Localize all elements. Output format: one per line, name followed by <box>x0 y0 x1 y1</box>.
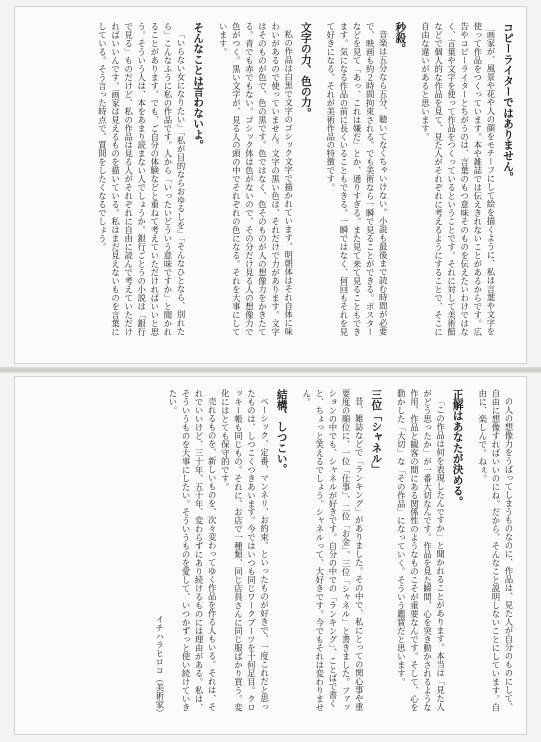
section <box>418 22 514 342</box>
paragraph: 昔、雑誌などで「ランキング」がありました。その中で、私にとっての関心事や重要度の順位に、一位「仕事」、二位「お金」、三位「シャネル」と書きました。ファッションの中でも、シャネルが好きです。自分の中での「ランキング」、ことばで書くと、ちょっと笑えるでしょう。シャネルって、大好きです。今でもそれは変わりません。 <box>301 389 365 712</box>
bottom-text-flow <box>153 389 515 717</box>
section <box>95 22 204 342</box>
page-bottom <box>14 376 527 735</box>
paragraph: 「いらない女になりたい」「私が目的ならおゆるしを」「そんなひとなら、別れたら」こんなふうに私の作品です。人から「いったいどういう意味ですか」と聞かれることがあります。でも、ご自分の体験などと重ねて考えていただければいいと思う。そういう人は、本をあまり読まない人でしょうか。銀行ごとうの小説は「銀行で見る」ものだけど、私の作品は見る人がそれぞれに自由に読んで考えていただければいいんです。画家は見えるものを描いている。私はまだ見えないものを言葉にしている。そう言った時点で、質問をしたくなるでしょう。 <box>97 22 187 337</box>
section-gap <box>382 389 394 717</box>
page-top <box>14 6 527 364</box>
section-gap <box>464 389 476 717</box>
section-heading: 結構、しつこい。 <box>275 389 288 475</box>
section-heading: 正解はあなたが決める。 <box>451 389 464 507</box>
section <box>324 22 407 342</box>
section-heading: 秒殺。 <box>394 22 407 55</box>
section-gap <box>204 22 216 342</box>
paragraph: 私の作品は白黒で文字のゴシック文字で描かれています。明朝体はそれ自体に味わいがあるので使っていません。文字の黒い色は、それだけで力があります。文字はそのものが色で、色の黒です。色ではなく、色そのものが人の想像力をかきたてる。青でも赤でもない。ゴシック体は色がないので、その分だけ見る人の想像力で色がつく。黒い文字が、見る人の頭の中でそれぞれの色になる。それを大事にしています。 <box>218 22 294 337</box>
paragraph: の人の想像力をうばってしまうものなのに、作品は、見た人が自分のものにして、自由に想像すればいいのにね。だから、そんなこと説明しないことにしています。自由に、楽しんで。ねぇ。 <box>477 389 514 712</box>
page-fold <box>0 367 541 373</box>
paragraph: 音楽は五分なら五分、聴いてなくちゃいけない。小説も最後まで読む時間が必要で、映画も約２時間拘束される。でも美術なら一瞬で見ることができる。ポスターなどを見て「あっ、これは嫌だ」とか、通りすぎる。また見て来て見ることもできます。気になる作品の前に長くいることもできる。一瞬ではなく、何回もそれを見て好きになる。それが美術作品の特徴です。 <box>325 22 389 337</box>
paragraph: 「この作品は何を表現したんですか」と聞かれることがあります。本当は「見た人がどう思ったか」が一番大切なんです。作品を見た瞬間、心を突き動かされるような作用、作品と観客の間にある関係性のようなものこそが重要なんです。そして、心を動かした「大切」な「その作品」になっていく。そういう鑑賞だと思います。 <box>396 389 446 712</box>
paragraph: 画家が、風景や花や人の顔をモチーフにして絵を描くように、私は言葉や文字を使って作品をつくっています。本や雑誌では伝えきれないことがあるからです。広告やコピーライターとちがうのは、言葉のもつ意味そのものを伝えたいわけではなく、言葉や文字を使って作品をつくっているということです。それに対して美術館などで個人的な作品を見て、見た人がそれぞれに考えるようにすることで、そこに自由な違いがあると思います。 <box>420 22 496 337</box>
section-heading: そんなことは言わないよ。 <box>192 22 205 151</box>
paragraph: ベーシック、定番、マンネリ、お約束。といったものが好きで、一度これだと思ったものは、しつこくつきあいます。今ではいつも同じワークブーツを十何足目。クロッキー帳も同じもの。それに、お店で一種類、同じ店員さんに同じ服ばかり買う。変化にはとても保守的です。 <box>220 389 270 712</box>
section-heading: コピーライターではありません。 <box>502 22 514 183</box>
section <box>394 389 463 717</box>
section-gap <box>406 22 418 342</box>
top-text-flow <box>95 22 514 342</box>
section <box>300 389 383 717</box>
section <box>166 389 288 717</box>
section <box>476 389 515 717</box>
section-heading: 三位「シャネル」 <box>370 389 383 475</box>
section-gap <box>288 389 300 717</box>
paragraph: 売れるものを、新しいものを、次々変わってゆく作品を作る人もいる。それは、それでいいけど、三十年、五十年、変わらずにあり続けるものには理由がある。私は、そういうものを大事にしたい。そういうものを愛して、いつかずっと使い続けていきたい。 <box>167 389 218 712</box>
section-gap <box>312 22 324 342</box>
section-heading: 文字の力、色の力。 <box>299 22 312 119</box>
section <box>216 22 312 342</box>
author-signature: イチハラヒロコ（美術家） <box>154 615 165 717</box>
